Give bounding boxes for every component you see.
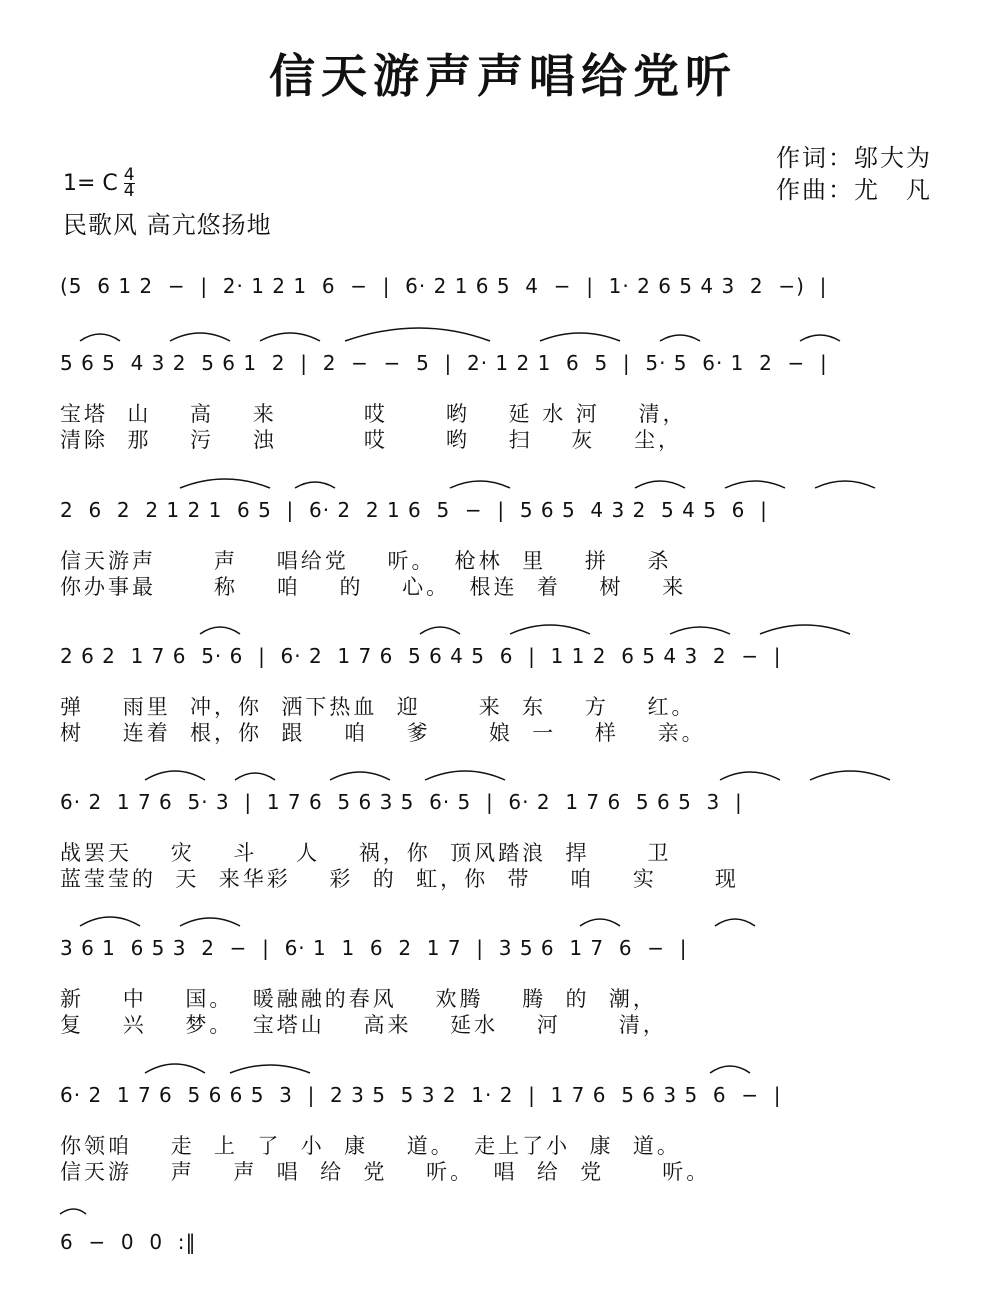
time-numerator: 4 xyxy=(123,165,135,185)
lyric-verse-2: 清除 那 污 浊 哎 哟 扫 灰 尘， xyxy=(60,428,682,452)
slur xyxy=(670,627,730,634)
notation-text: (5 6 1 2 − | 2· 1 2 1 6 − | 6· 2 1 6 5 4 − | 1· 2 6 5 4 3 2 −) | xyxy=(60,274,828,298)
score-system-intro xyxy=(60,268,950,308)
key-and-time xyxy=(63,165,135,201)
slur xyxy=(635,481,685,488)
slur xyxy=(425,771,505,780)
slur xyxy=(80,917,140,926)
lyrics-block xyxy=(60,548,950,600)
notation-text: 6· 2 1 7 6 5· 3 | 1 7 6 5 6 3 5 6· 5 | 6· 2 1 7 6 5 6 5 3 | xyxy=(60,790,743,814)
slur xyxy=(810,771,890,780)
lyrics-block xyxy=(60,694,950,746)
slur xyxy=(660,335,700,341)
lyric-verse-1: 你领咱 走 上 了 小 康 道。 走上了小 康 道。 xyxy=(60,1134,681,1158)
slur xyxy=(450,481,510,488)
time-denominator: 4 xyxy=(123,181,135,201)
lyric-verse-1: 战罢天 灾 斗 人 祸，你 顶风踏浪 捍 卫 xyxy=(60,841,672,865)
notation-text: 2 6 2 1 7 6 5· 6 | 6· 2 1 7 6 5 6 4 5 6 | 1 1 2 6 5 4 3 2 − | xyxy=(60,644,782,668)
slur xyxy=(235,773,275,780)
score-system-6 xyxy=(60,1077,950,1184)
slur xyxy=(540,333,620,341)
slur xyxy=(80,334,120,341)
lyric-verse-2: 树 连着 根，你 跟 咱 爹 娘 一 样 亲。 xyxy=(60,721,706,745)
notation-text: 2 6 2 2 1 2 1 6 5 | 6· 2 2 1 6 5 − | 5 6 5 4 3 2 5 4 5 6 | xyxy=(60,498,768,522)
lyric-verse-2: 复 兴 梦。 宝塔山 高来 延水 河 清， xyxy=(60,1013,667,1037)
notation-line xyxy=(60,492,950,532)
slur xyxy=(200,627,240,634)
notation-line xyxy=(60,345,950,385)
slur xyxy=(180,918,240,926)
notation-text: 5 6 5 4 3 2 5 6 1 2 | 2 − − 5 | 2· 1 2 1 6 5 | 5· 5 6· 1 2 − | xyxy=(60,351,828,375)
score-system-5 xyxy=(60,930,950,1037)
slur xyxy=(815,481,875,488)
lyricist-credit: 作词：邬大为 xyxy=(776,144,932,172)
slur xyxy=(720,772,780,780)
lyrics-block xyxy=(60,401,950,453)
slur xyxy=(145,771,205,780)
slur xyxy=(230,1065,310,1073)
tie-from-previous xyxy=(60,1209,86,1214)
time-signature xyxy=(123,165,135,201)
notation-text: 6 − 0 0 :‖ xyxy=(60,1230,197,1254)
score-system-ending xyxy=(60,1224,260,1264)
notation-line xyxy=(60,638,950,678)
lyrics-block xyxy=(60,986,950,1038)
slur xyxy=(710,1066,750,1073)
lyric-verse-2: 蓝莹莹的 天 来华彩 彩 的 虹，你 带 咱 实 现 xyxy=(60,867,739,891)
notation-line xyxy=(60,268,950,308)
lyrics-block xyxy=(60,1133,950,1185)
notation-line xyxy=(60,1077,950,1117)
score-system-3 xyxy=(60,638,950,745)
slur xyxy=(420,627,460,634)
slur xyxy=(260,333,320,341)
slur xyxy=(580,919,620,926)
lyrics-block xyxy=(60,840,950,892)
slur xyxy=(510,625,590,634)
lyric-verse-1: 弹 雨里 冲，你 洒下热血 迎 来 东 方 红。 xyxy=(60,695,696,719)
slur xyxy=(760,625,850,634)
composer-credit: 作曲：尤 凡 xyxy=(776,176,932,204)
score-system-4 xyxy=(60,784,950,891)
score-system-1 xyxy=(60,345,950,452)
lyric-verse-2: 信天游 声 声 唱 给 党 听。 唱 给 党 听。 xyxy=(60,1160,711,1184)
lyric-verse-1: 宝塔 山 高 来 哎 哟 延 水 河 清， xyxy=(60,402,687,426)
slur xyxy=(180,479,270,488)
notation-line xyxy=(60,1224,260,1264)
song-title: 信天游声声唱给党听 xyxy=(269,49,737,103)
slur xyxy=(145,1064,205,1073)
slur xyxy=(295,482,335,488)
score-system-2 xyxy=(60,492,950,599)
notation-line xyxy=(60,930,950,970)
slur xyxy=(330,772,390,780)
lyric-verse-1: 新 中 国。 暖融融的春风 欢腾 腾 的 潮， xyxy=(60,987,657,1011)
slur xyxy=(345,328,490,341)
slur xyxy=(800,335,840,341)
key-signature: 1= C xyxy=(63,171,118,196)
slur xyxy=(170,333,230,341)
lyric-verse-2: 你办事最 称 咱 的 心。 根连 着 树 来 xyxy=(60,575,687,599)
notation-text: 6· 2 1 7 6 5 6 6 5 3 | 2 3 5 5 3 2 1· 2 | 1 7 6 5 6 3 5 6 − | xyxy=(60,1083,782,1107)
slur xyxy=(725,481,785,488)
notation-text: 3 6 1 6 5 3 2 − | 6· 1 1 6 2 1 7 | 3 5 6 1 7 6 − | xyxy=(60,936,688,960)
notation-line xyxy=(60,784,950,824)
performance-style: 民歌风 高亢悠扬地 xyxy=(63,211,272,239)
slur xyxy=(715,919,755,926)
lyric-verse-1: 信天游声 声 唱给党 听。 枪林 里 拼 杀 xyxy=(60,549,672,573)
